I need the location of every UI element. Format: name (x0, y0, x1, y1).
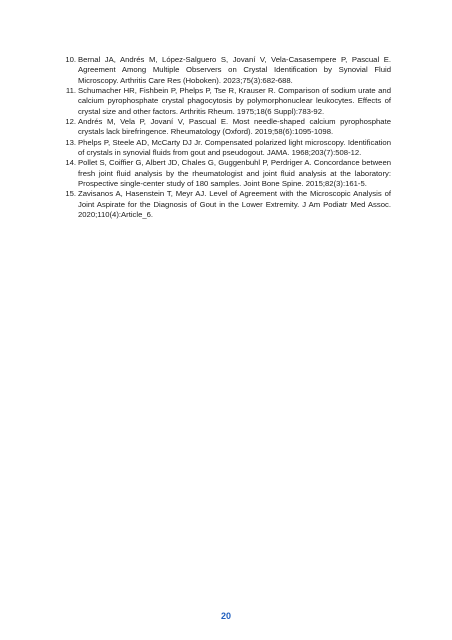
reference-item (66, 117, 391, 138)
reference-number: 11. (65, 86, 76, 96)
reference-text: Schumacher HR, Fishbein P, Phelps P, Tse R, Krauser R. Comparison of sodium urate and calcium pyrophosphate crystal phagocytosis by polymorphonuclear leukocytes. Effects of crystal size and other factors. Arthritis Rheum. 1975;18(6 Suppl):783-92. (78, 86, 391, 116)
reference-text: Phelps P, Steele AD, McCarty DJ Jr. Compensated polarized light microscopy. Identification of crystals in synovial fluids from gout and pseudogout. JAMA. 1968;203(7):508-12. (78, 137, 391, 158)
reference-number: 15. (65, 189, 76, 199)
reference-item (66, 189, 391, 220)
reference-item (66, 158, 391, 189)
reference-number: 10. (65, 55, 76, 64)
reference-text: Zavisanos A, Hasenstein T, Meyr AJ. Level of Agreement with the Microscopic Analysis of Joint Aspirate for the Diagnosis of Gout in the Lower Extremity. J Am Podiatr Med Assoc. 2020;110(4):Article_6. (78, 189, 391, 220)
reference-text: Bernal JA, Andrés M, López-Salguero S, Jovaní V, Vela-Casasempere P, Pascual E. Agreement Among Multiple Observers on Crystal Identification by Synovial Fluid Microscopy. Arthritis Care Res (Hoboken). 2023;75(3):682-688. (78, 55, 391, 85)
reference-number: 14. (65, 158, 76, 168)
reference-number: 13. (65, 137, 76, 147)
reference-item (66, 138, 391, 159)
reference-item (66, 55, 391, 86)
page-number: 20 (220, 611, 231, 621)
reference-list (66, 55, 391, 221)
reference-item (66, 86, 391, 117)
reference-text: Pollet S, Coiffier G, Albert JD, Chales G, Guggenbuhl P, Perdriger A. Concordance between fresh joint fluid analysis by the rheumatologist and joint fluid analysis at the laboratory: Prospective single-center study of 180 samples. Joint Bone Spine. 2015;82(3):161-5. (78, 158, 391, 189)
reference-number: 12. (65, 117, 76, 127)
reference-text: Andrés M, Vela P, Jovaní V, Pascual E. Most needle-shaped calcium pyrophosphate crystals lack birefringence. Rheumatology (Oxford). 2019;58(6):1095-1098. (78, 117, 391, 137)
